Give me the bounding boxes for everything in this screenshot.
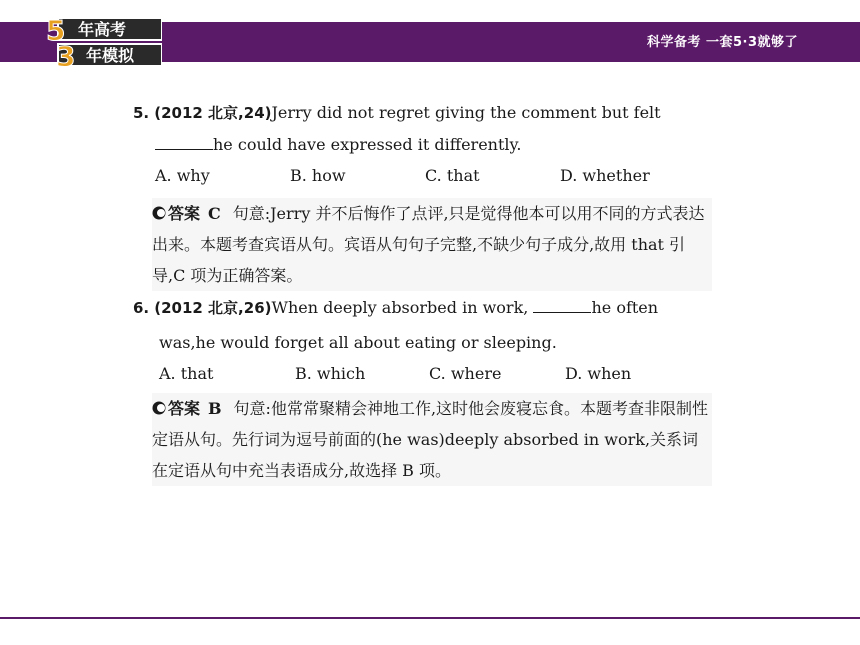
answer-label: 答案 — [168, 204, 201, 223]
question-source: (2012 北京,24) — [154, 104, 272, 122]
answer-letter: B — [208, 399, 222, 418]
option-b: B. how — [290, 166, 346, 185]
question-stem: Jerry did not regret giving the comment but felt — [271, 103, 661, 122]
answer-5 — [152, 198, 712, 291]
tagline: 科学备考 一套5·3就够了 — [646, 35, 798, 50]
option-d: D. when — [565, 364, 632, 383]
options-row — [133, 358, 713, 389]
logo-text-top: 年高考 — [78, 20, 127, 39]
question-source: (2012 北京,26) — [154, 299, 272, 317]
option-d: D. whether — [560, 166, 650, 185]
logo — [44, 14, 162, 70]
option-c: C. where — [429, 364, 502, 383]
question-stem: When deeply absorbed in work, — [271, 298, 529, 317]
question-6-line1 — [133, 292, 713, 324]
options-row — [133, 160, 713, 191]
question-6 — [133, 292, 713, 389]
answer-6 — [152, 393, 712, 486]
answer-blank — [155, 135, 213, 150]
question-5-line1 — [133, 97, 713, 129]
answer-marker-icon — [152, 206, 166, 220]
question-5 — [133, 97, 713, 191]
question-number: 6. — [133, 299, 150, 317]
question-stem-cont: he often — [591, 298, 659, 317]
option-a: A. that — [159, 364, 214, 383]
question-6-line2 — [133, 327, 713, 358]
option-c: C. that — [425, 166, 480, 185]
answer-explanation: 句意:他常常聚精会神地工作,这时他会废寝忘食。本题考查非限制性定语从句。先行词为逗号前面的(he was)deeply absorbed in work,关系词在定语从句中充当表语成分,故选择 B 项。 — [152, 399, 709, 480]
answer-blank — [533, 298, 591, 313]
logo-text-bottom: 年模拟 — [86, 46, 135, 65]
option-a: A. why — [155, 166, 210, 185]
question-stem-line2: was,he would forget all about eating or sleeping. — [159, 333, 557, 352]
question-number: 5. — [133, 104, 150, 122]
logo-digit-5: 5 — [46, 14, 66, 47]
option-b: B. which — [295, 364, 366, 383]
answer-letter: C — [208, 204, 221, 223]
footer-line — [0, 617, 860, 619]
answer-label: 答案 — [168, 399, 201, 418]
question-5-line2 — [133, 129, 713, 160]
logo-digit-3: 3 — [56, 40, 76, 70]
answer-marker-icon — [152, 401, 166, 415]
answer-explanation: 句意:Jerry 并不后悔作了点评,只是觉得他本可以用不同的方式表达出来。本题考查宾语从句。宾语从句句子完整,不缺少句子成分,故用 that 引导,C 项为正确答案。 — [152, 204, 705, 285]
question-stem-cont: he could have expressed it differently. — [213, 135, 522, 154]
